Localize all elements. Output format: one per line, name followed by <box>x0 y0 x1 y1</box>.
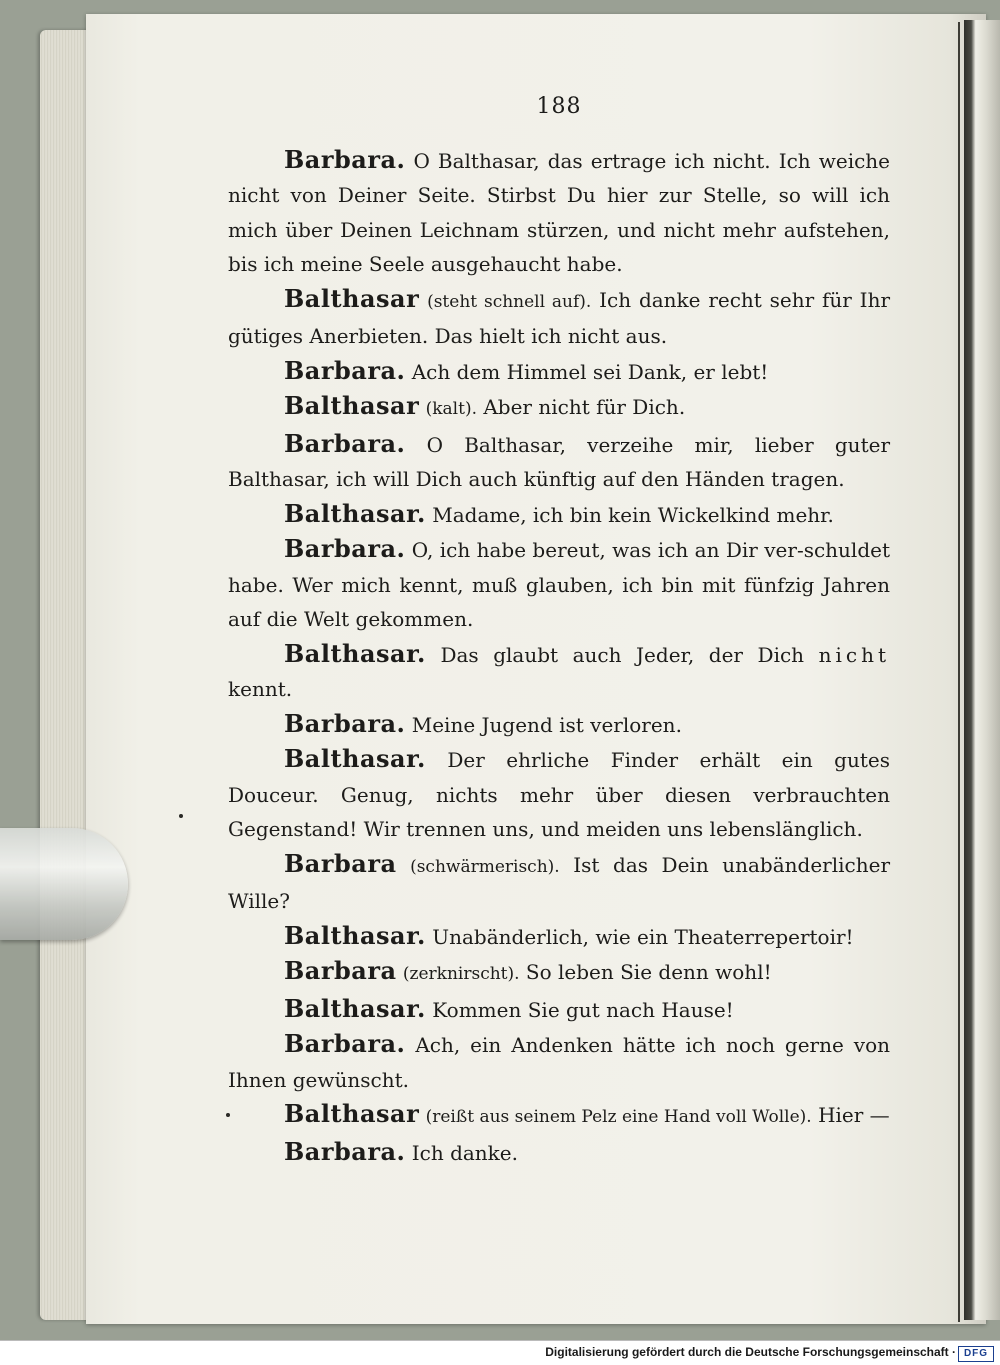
dialogue-text: Kommen Sie gut nach Hause! <box>432 997 734 1022</box>
dialogue-text: O, ich habe bereut, was ich an Dir ver-schuldet habe. Wer mich kennt, muß glauben, ich bin mit fünfzig Jahren auf die Welt gekommen. <box>228 538 890 631</box>
speaker-name: Balthasar. <box>284 498 426 528</box>
dialogue-paragraph <box>228 1097 890 1135</box>
dfg-logo: DFG <box>958 1346 994 1362</box>
speaker-name: Barbara. <box>284 534 406 563</box>
dialogue-text-continued: kennt. <box>228 677 293 701</box>
speaker-name: Barbara <box>284 848 397 878</box>
digitization-credit-bar <box>0 1340 1000 1365</box>
speaker-name: Barbara. <box>284 1136 406 1166</box>
credit-text: Digitalisierung gefördert durch die Deutsche Forschungsgemeinschaft · <box>545 1345 956 1359</box>
stage-direction: (steht schnell auf). <box>427 291 592 312</box>
dialogue-paragraph <box>228 742 890 847</box>
dialogue-paragraph <box>228 954 890 992</box>
dialogue-text: Der ehrliche Finder erhält ein gutes Douceur. Genug, nichts mehr über diesen verbrauchten Gegenstand! Wir trennen uns, und meiden uns lebenslänglich. <box>228 748 890 841</box>
scanner-clip <box>0 828 128 940</box>
speaker-name: Balthasar. <box>284 920 426 950</box>
dialogue-text: Ich danke. <box>411 1140 518 1165</box>
dialogue-text: O Balthasar, verzeihe mir, lieber guter Balthasar, ich will Dich auch künftig auf den Händen tragen. <box>228 432 890 491</box>
dialogue-paragraph <box>228 354 890 390</box>
dialogue-paragraph <box>228 1027 890 1097</box>
dialogue-paragraph <box>228 282 890 354</box>
dialogue-text: Meine Jugend ist verloren. <box>411 712 682 737</box>
speaker-name: Barbara. <box>284 1029 406 1058</box>
dialogue-paragraph <box>228 1135 890 1171</box>
dialogue-paragraph <box>228 847 890 919</box>
speaker-name: Barbara. <box>284 144 406 174</box>
speaker-name: Balthasar <box>284 391 420 420</box>
dialogue-text: Ach dem Himmel sei Dank, er lebt! <box>411 359 769 384</box>
page-number: 188 <box>536 94 582 119</box>
dialogue-paragraph <box>228 992 890 1028</box>
stage-direction: (zerknirscht). <box>402 964 520 984</box>
speaker-name: Balthasar <box>284 283 420 313</box>
dialogue-paragraph <box>228 532 890 637</box>
dialogue-text: Unabänderlich, wie ein Theaterrepertoir! <box>432 924 854 949</box>
dialogue-paragraph <box>228 389 890 427</box>
dialogue-text: Ach, ein Andenken hätte ich noch gerne von Ihnen gewünscht. <box>228 1033 890 1092</box>
speaker-name: Barbara <box>284 956 397 985</box>
emphasized-word: nicht <box>818 642 890 667</box>
speaker-name: Balthasar. <box>284 638 426 668</box>
dialogue-text: Aber nicht für Dich. <box>483 395 686 419</box>
page-text <box>228 90 890 1170</box>
dialogue-paragraph <box>228 427 890 497</box>
speaker-name: Balthasar <box>284 1099 420 1128</box>
speaker-name: Barbara. <box>284 355 406 385</box>
speaker-name: Barbara. <box>284 428 406 458</box>
dialogue-text: O Balthasar, das ertrage ich nicht. Ich weiche nicht von Deiner Seite. Stirbst Du hier zur Stelle, so will ich mich über Deinen Leichnam stürzen, und nicht mehr aufstehen, bis ich meine Seele ausgehaucht habe. <box>228 148 891 276</box>
dialogue-text: So leben Sie denn wohl! <box>525 960 772 984</box>
dialogue-paragraph <box>228 637 890 707</box>
dialogue-paragraph <box>228 707 890 743</box>
speaker-name: Balthasar. <box>284 744 426 773</box>
dialogue-text: Madame, ich bin kein Wickelkind mehr. <box>432 502 834 527</box>
stage-direction: (reißt aus seinem Pelz eine Hand voll Wolle). <box>425 1107 812 1127</box>
stage-direction: (kalt). <box>425 399 477 419</box>
dialogue-text: Ich danke recht sehr für Ihr gütiges Anerbieten. Das hielt ich nicht aus. <box>228 287 891 348</box>
dialogue-paragraph <box>228 919 890 955</box>
dialogue-paragraph <box>228 143 890 282</box>
stage-direction: (schwärmerisch). <box>410 856 560 877</box>
speaker-name: Barbara. <box>284 708 406 738</box>
dialogue-paragraph <box>228 497 890 533</box>
dialogue-text: Hier — <box>818 1103 890 1127</box>
page-fold-line <box>958 22 960 1322</box>
speaker-name: Balthasar. <box>284 993 426 1023</box>
margin-mark <box>179 814 183 818</box>
facing-page-edge <box>964 20 1000 1320</box>
dialogue-text: Ist das Dein unabänderlicher Wille? <box>228 852 891 913</box>
dialogue-text: Das glaubt auch Jeder, der Dich <box>440 642 805 667</box>
